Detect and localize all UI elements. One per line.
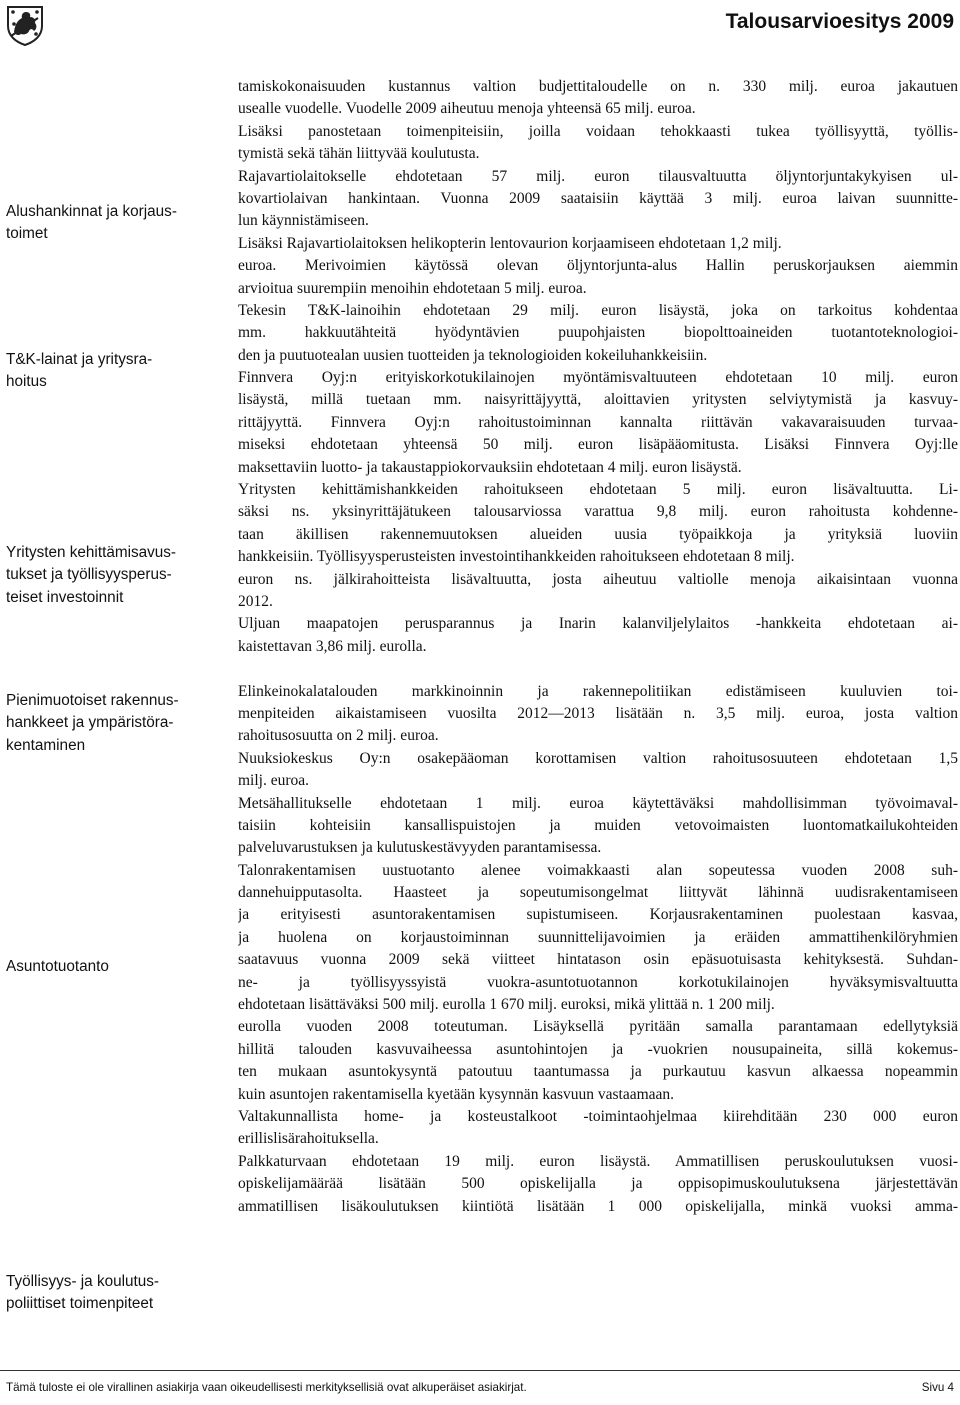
text-line: hankkeisiin. Työllisyysperusteisten investointihankkeiden rahoitukseen ehdotetaan 8 milj. xyxy=(238,548,795,566)
text-line: milj. euroa. xyxy=(238,772,310,790)
margin-heading: T&K-lainat ja yritysra- hoitus xyxy=(6,351,153,391)
text-line: euron ns. jälkirahoitteista lisävaltuutta, josta aiheutuu valtiolle menoja aikaisintaan vuonna xyxy=(238,570,958,588)
text-line: saatavuus vuonna 2009 sekä viitteet hintatason osin epäsuotuisasta kehityksestä. Suhdan- xyxy=(238,951,958,969)
text-line: Finnvera Oyj:n erityiskorkotukilainojen myöntämisvaltuuteen ehdotetaan 10 milj. euron xyxy=(238,369,958,387)
text-line: kaistettavan 3,86 milj. eurolla. xyxy=(238,637,427,655)
text-line: menpiteiden aikaistamiseen vuosilta 2012—2013 lisätään n. 3,5 milj. euroa, josta valtion xyxy=(238,704,958,722)
text-line: Tekesin T&K-lainoihin ehdotetaan 29 milj. euron lisäystä, joka on tarkoitus kohdentaa xyxy=(238,301,958,319)
footer-divider xyxy=(0,1370,960,1371)
text-line: erillislisärahoituksella. xyxy=(238,1130,379,1148)
text-line: lun käynnistämiseen. xyxy=(238,212,369,230)
body-text xyxy=(238,76,958,1218)
text-line: Lisäksi Rajavartiolaitoksen helikopterin lentovaurion korjaamiseen ehdotetaan 1,2 milj. xyxy=(238,234,782,252)
text-line: ammatillisen lisäkoulutuksen kiintiötä lisätään 1 000 opiskelijalla, minkä vuoksi amma- xyxy=(238,1197,958,1215)
text-line: dannehuipputasolta. Haasteet ja sopeutumisongelmat liittyvät lähinnä uudisrakentamiseen xyxy=(238,884,958,902)
text-line: 2012. xyxy=(238,592,273,610)
text-line: Elinkeinokalatalouden markkinoinnin ja rakennepolitiikan edistämiseen kuuluvien toi- xyxy=(238,682,958,700)
text-line: kovartiolaivan hankintaan. Vuonna 2009 saataisiin käyttää 3 milj. euroa laivan suunnitte- xyxy=(238,189,958,207)
text-line: usealle vuodelle. Vuodelle 2009 aiheutuu menoja yhteensä 65 milj. euroa. xyxy=(238,100,696,118)
text-line: taisiin kohteisiin kansallispuistojen ja muiden vetovoimaisten luontomatkailukohteiden xyxy=(238,816,958,834)
text-line: den ja puutuotealan uusien tuotteiden ja teknologioiden kokeiluhankkeisiin. xyxy=(238,346,708,364)
text-line: palveluvarustuksen ja kulutuskestävyyden parantamisessa. xyxy=(238,839,602,857)
margin-heading: Työllisyys- ja koulutus- poliittiset toimenpiteet xyxy=(6,1273,160,1313)
text-line: taan äkillisen rakennemuutoksen alueiden uusia työpaikkoja ja yrityksiä luoviin xyxy=(238,525,958,543)
text-line: rahoitusosuutta on 2 milj. euroa. xyxy=(238,727,439,745)
text-line: lisäystä, millä tuetaan mm. naisyrittäjyyttä, aloittavien yritysten selviytymistä ja kasvuy- xyxy=(238,391,958,409)
text-line: eurolla vuoden 2008 toteutuman. Lisäyksellä pyritään samalla parantamaan edellytyksiä xyxy=(238,1018,958,1036)
text-line: tymistä sekä tähän liittyvää koulutusta. xyxy=(238,145,480,163)
margin-heading: Asuntotuotanto xyxy=(6,958,109,975)
text-line: miseksi ehdotetaan yhteensä 50 milj. euron lisäpääomitusta. Lisäksi Finnvera Oyj:lle xyxy=(238,436,958,454)
text-line: ne- ja työllisyyssyistä vuokra-asuntotuotannon korkotukilainojen hyväksymisvaltuutta xyxy=(238,973,958,991)
paragraph-gap xyxy=(238,658,958,680)
text-line: euroa. Merivoimien käytössä olevan öljyntorjunta-alus Hallin peruskorjauksen aiemmin xyxy=(238,257,958,275)
text-line: ja huolena on korjaustoiminnan suunnittelijavoimien ja eräiden ammattihenkilöryhmien xyxy=(238,928,958,946)
text-line: ehdotetaan lisättäväksi 500 milj. eurolla 1 670 milj. euroksi, mikä ylittää n. 1 200 milj. xyxy=(238,996,775,1014)
text-line: ten mukaan asuntokysyntä patoutuu taantumassa ja purkautuu kasvun alkaessa nopeammin xyxy=(238,1063,958,1081)
page-number: Sivu 4 xyxy=(921,1381,954,1394)
document-title: Talousarvioesitys 2009 xyxy=(725,10,954,33)
text-line: Yritysten kehittämishankkeiden rahoitukseen ehdotetaan 5 milj. euron lisävaltuutta. Li- xyxy=(238,481,958,499)
text-line: Nuuksiokeskus Oy:n osakepääoman korottamisen valtion rahoitusosuuteen ehdotetaan 1,5 xyxy=(238,749,958,767)
text-line: Palkkaturvaan ehdotetaan 19 milj. euron lisäystä. Ammatillisen peruskoulutuksen vuosi- xyxy=(238,1152,958,1170)
text-line: Rajavartiolaitokselle ehdotetaan 57 milj. euron tilausvaltuutta öljyntorjuntakykyisen ul- xyxy=(238,167,958,185)
text-line: arvioitua suurempiin menoihin ehdotetaan 5 milj. euroa. xyxy=(238,279,587,297)
text-line: säksi ns. yksinyrittäjätukeen talousarviossa varattua 9,8 milj. euron rahoitusta kohdenne- xyxy=(238,503,958,521)
margin-headings xyxy=(6,0,226,1370)
text-line: Uljuan maapatojen perusparannus ja Inarin kalanviljelylaitos -hankkeita ehdotetaan ai- xyxy=(238,615,958,633)
text-line: rittäjyyttä. Finnvera Oyj:n rahoitustoiminnan kannalta riittävän vakavaraisuuden turvaa- xyxy=(238,413,958,431)
text-line: mm. hakkuutähteitä hyödyntävien puupohjaisten biopolttoaineiden tuotantoteknologioi- xyxy=(238,324,958,342)
text-line: Lisäksi panostetaan toimenpiteisiin, joilla voidaan tehokkaasti tukea työllisyyttä, työllis- xyxy=(238,122,958,140)
text-line: opiskelijamäärää lisätään 500 opiskelijalla ja oppisopimuskoulutuksena järjestettävän xyxy=(238,1175,958,1193)
text-line: hillitä talouden kasvuvaiheessa asuntohintojen ja -vuokrien nousupaineita, sillä kokemus- xyxy=(238,1040,958,1058)
text-line: Metsähallitukselle ehdotetaan 1 milj. euroa käytettäväksi mahdollisimman työvoimaval- xyxy=(238,794,958,812)
margin-heading: Alushankinnat ja korjaus- toimet xyxy=(6,203,177,243)
margin-heading: Yritysten kehittämisavus- tukset ja työllisyysperus- teiset investoinnit xyxy=(6,544,177,606)
text-line: Talonrakentamisen uustuotanto alenee voimakkaasti alan sopeutessa vuoden 2008 suh- xyxy=(238,861,958,879)
text-line: tamiskokonaisuuden kustannus valtion budjettitaloudelle on n. 330 milj. euroa jakautuen xyxy=(238,78,958,95)
footer-disclaimer: Tämä tuloste ei ole virallinen asiakirja vaan oikeudellisesti merkityksellisiä ovat alkuperäiset asiakirjat. xyxy=(6,1381,527,1394)
text-line: Valtakunnallista home- ja kosteustalkoot -toimintaohjelmaa kiirehditään 230 000 euron xyxy=(238,1107,958,1125)
margin-heading: Pienimuotoiset rakennus- hankkeet ja ympäristöra- kentaminen xyxy=(6,692,179,754)
text-line: ja erityisesti asuntorakentamisen supistumiseen. Korjausrakentaminen puolestaan kasvaa, xyxy=(238,906,958,924)
text-line: maksettaviin luotto- ja takaustappiokorvauksiin ehdotetaan 4 milj. euron lisäystä. xyxy=(238,458,742,476)
text-line: kuin asuntojen rakentamisella kyetään kysynnän kasvuun vastaamaan. xyxy=(238,1085,675,1103)
